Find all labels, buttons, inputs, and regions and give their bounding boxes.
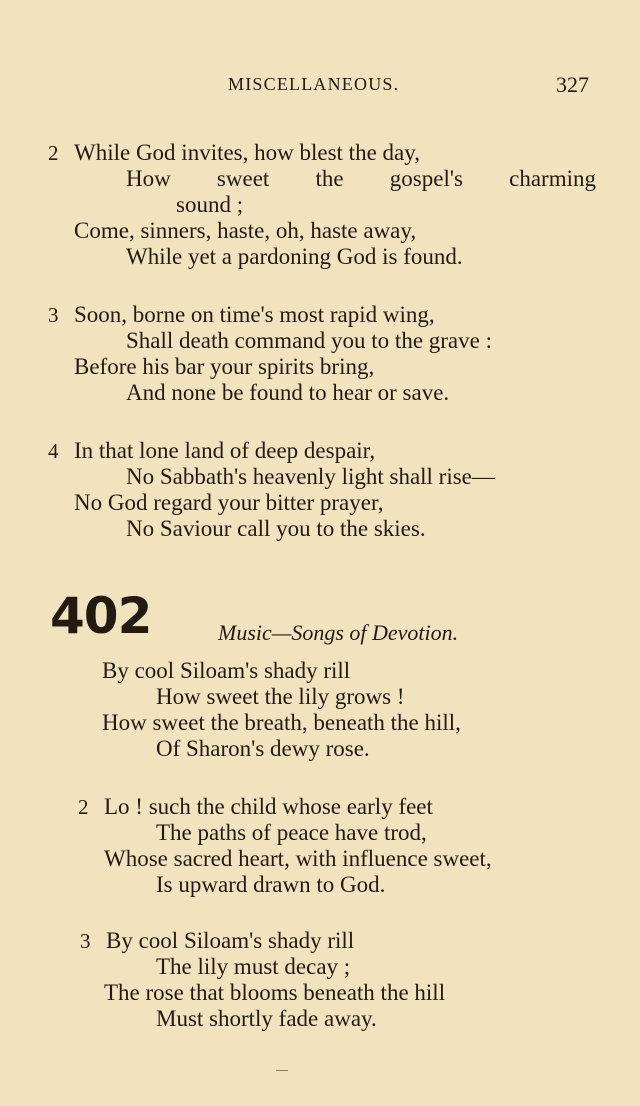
tune-name: Music—Songs of Devotion.	[218, 620, 459, 645]
running-head: MISCELLANEOUS.	[228, 74, 400, 94]
verse-line: While God invites, how blest the day,	[74, 140, 420, 165]
verse-line: And none be found to hear or save.	[126, 380, 450, 405]
verse-line: Lo ! such the child whose early feet	[104, 794, 433, 819]
verse-line: Soon, borne on time's most rapid wing,	[74, 302, 435, 327]
stanza-number: 3	[48, 303, 59, 327]
verse-line: The rose that blooms beneath the hill	[104, 980, 446, 1005]
verse-line: sound ;	[176, 192, 244, 217]
verse-line: How sweet the gospel's charming	[126, 166, 596, 191]
verse-line: Before his bar your spirits bring,	[74, 354, 375, 379]
stanza-number: 4	[48, 439, 59, 463]
verse-line: Shall death command you to the grave :	[126, 328, 492, 353]
page-number: 327	[556, 72, 589, 97]
verse-line: Must shortly fade away.	[156, 1006, 377, 1031]
verse-line: By cool Siloam's shady rill	[102, 658, 351, 683]
verse-line: No Sabbath's heavenly light shall rise—	[126, 464, 495, 489]
hymn-number: 402	[50, 587, 152, 645]
verse-line: Come, sinners, haste, oh, haste away,	[74, 218, 417, 243]
verse-line: How sweet the breath, beneath the hill,	[102, 710, 461, 735]
page-bottom-mark	[276, 1070, 288, 1071]
page-header	[0, 74, 640, 104]
verse-line: Whose sacred heart, with influence sweet,	[104, 846, 492, 871]
verse-line: By cool Siloam's shady rill	[106, 928, 355, 953]
stanza-number: 3	[80, 929, 91, 953]
verse-line: No God regard your bitter prayer,	[74, 490, 384, 515]
verse-line: How sweet the lily grows !	[156, 684, 405, 709]
verse-line: While yet a pardoning God is found.	[126, 244, 463, 269]
stanza-number: 2	[78, 795, 89, 819]
verse-line: Of Sharon's dewy rose.	[156, 736, 370, 761]
verse-line: In that lone land of deep despair,	[74, 438, 376, 463]
verse-line: No Saviour call you to the skies.	[126, 516, 426, 541]
verse-line: Is upward drawn to God.	[156, 872, 386, 897]
verse-line: The lily must decay ;	[156, 954, 351, 979]
verse-line: The paths of peace have trod,	[156, 820, 427, 845]
stanza-number: 2	[48, 141, 59, 165]
